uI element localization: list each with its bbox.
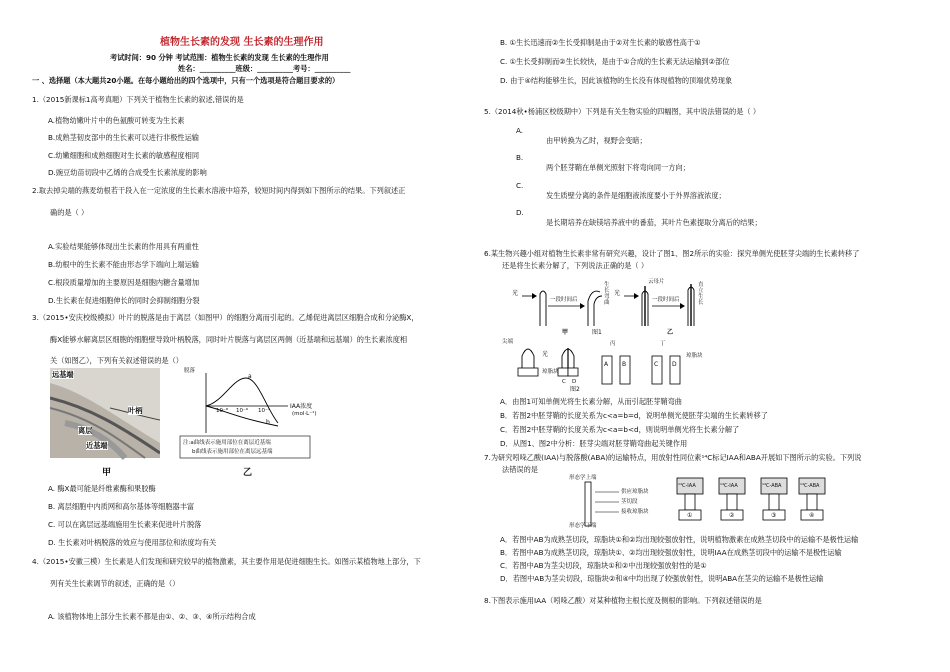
x-axis-unit: (mol·L⁻¹) xyxy=(292,411,317,417)
label-petiole: 叶柄 xyxy=(128,406,143,415)
fig2-b-label: B xyxy=(622,361,627,368)
label-abscission-layer: 离层 xyxy=(78,426,93,435)
q2-option-c: C.根段质量增加的主要原因是细胞内糖含量增加 xyxy=(48,278,200,287)
q4-option-b: B. ①生长迅速而②生长受抑制是由于②对生长素的敏感性高于① xyxy=(500,38,701,47)
q3-stem-line2: 酶X能够水解离层区细胞的细胞壁导致叶柄脱落，同时叶片脱落与离层区两侧（近基端和远基端）的生长素浓度相 xyxy=(50,335,408,344)
fig2-c-label: C xyxy=(654,361,659,368)
exam-info: 考试时间：90 分钟 考试范围：植物生长素的发现 生长素的生理作用 xyxy=(110,53,329,62)
graph-note-2: b曲线表示施用部位在离层远基端 xyxy=(192,449,273,455)
q4-option-d: D. 由于④结构能够生长，因此该植物的生长没有体现植物的顶端优势现象 xyxy=(500,76,733,85)
label-near-end: 近基端 xyxy=(86,441,108,450)
q2-option-b: B.幼根中的生长素不能由形态学下端向上端运输 xyxy=(48,260,199,269)
label-jia: 甲 xyxy=(102,468,112,478)
section-heading: 一 、选择题（本大题共20小题。在每小题给出的四个选项中，只有一个选项是符合题目要求的） xyxy=(32,76,340,85)
q2-option-a: A.实验结果能够体现出生长素的作用具有两重性 xyxy=(48,242,199,251)
fig1-caption: 图1 xyxy=(592,329,602,336)
fig1-mica-label: 云母片 xyxy=(648,279,665,285)
q5-d-label: D. xyxy=(516,208,524,217)
q7-aba-1: ¹⁴C-ABA xyxy=(762,483,782,489)
q7-iaa-1: ¹⁴C-IAA xyxy=(678,483,696,489)
q7-n2: ② xyxy=(729,512,735,519)
q2-option-d: D.生长素在促进细胞伸长的同时会抑制细胞分裂 xyxy=(48,296,200,305)
curve-b-label: b xyxy=(266,419,270,426)
q3-figure-jia xyxy=(50,368,160,463)
curve-a-label: a xyxy=(248,373,252,380)
q7-n4: ④ xyxy=(809,512,815,519)
q6-stem-line1: 6.某生物兴趣小组对植物生长素非常有研究兴趣，设计了图1、图2所示的实验：探究单侧光使胚芽尖端的生长素转移了 xyxy=(484,249,860,258)
q7-stem-line2: 法错误的是 xyxy=(502,465,538,474)
fig1-time-label: 一段时间后 xyxy=(550,297,578,303)
q3-figure-yi xyxy=(178,368,328,460)
fig2-tip-label: 尖端 xyxy=(502,339,514,345)
fig2-bing-label: 丙 xyxy=(610,341,616,347)
name-line: 姓名：__________班级：__________考号：__________ xyxy=(178,64,351,73)
q6-option-b: B．若图2中胚芽鞘的长度关系为c<a=b=d，说明单侧光使胚芽尖端的生长素转移了 xyxy=(500,411,768,420)
fig1-time-label-2: 一段时间后 xyxy=(652,297,680,303)
q5-a-label: A. xyxy=(516,126,524,135)
q5-c-label: C. xyxy=(516,181,524,190)
q3-option-b: B. 离层细胞中内质网和高尔基体等细胞器丰富 xyxy=(48,502,195,511)
q4-stem-line1: 4.（2015•安徽三模）生长素是人们发现和研究较早的植物激素，其主要作用是促进细胞生长。如图示某植物地上部分，下 xyxy=(32,557,421,566)
stem-segment-diagram xyxy=(567,474,827,530)
q4-option-c: C. ①生长受抑制而②生长较快，是由于①合成的生长素无法运输到②部位 xyxy=(500,57,730,66)
q6-stem-line2: 还是将生长素分解了，下列说法正确的是（ ） xyxy=(502,261,649,270)
q3-option-a: A. 酶X最可能是纤维素酶和果胶酶 xyxy=(48,484,156,493)
q5-option-a: 由甲转换为乙时，视野会变暗； xyxy=(546,136,647,145)
tick-2: 10⁻⁶ xyxy=(236,408,249,414)
q7-top-label: 形态学上端 xyxy=(569,475,597,481)
q7-option-d: D．若图中AB为茎尖切段，琼脂块②和④中均出现了较强放射性，说明ABA在茎尖的运输不是极性运输 xyxy=(500,574,824,583)
y-axis-label: 脱落 xyxy=(184,368,196,374)
q1-option-b: B.成熟茎韧皮部中的生长素可以进行非极性运输 xyxy=(48,133,199,142)
q8-stem: 8.下图表示施用IAA（吲哚乙酸）对某种植物主根长度及侧根的影响。下列叙述错误的是 xyxy=(484,596,762,605)
q5-option-c: 发生质壁分离的条件是细胞液浓度要小于外界溶液浓度； xyxy=(546,191,726,200)
q6-figure-1 xyxy=(512,276,712,336)
fig1-straight-label: 直立生长 xyxy=(698,282,704,306)
q5-stem: 5.（2014秋•杨浦区校级期中）下列是有关生物实验的四幅图，其中说法错误的是（ ） xyxy=(484,107,761,116)
q6-option-c: C．若图2中胚芽鞘的长度关系为c<a=b<d，则说明单侧光将生长素分解了 xyxy=(500,425,740,434)
fig2-light-label: 光 xyxy=(542,351,549,358)
fig2-d-box: D xyxy=(572,379,577,385)
q3-option-d: D. 生长素对叶柄脱落的效应与使用部位和浓度均有关 xyxy=(48,538,217,547)
x-axis-label: IAA浓度 xyxy=(290,403,313,410)
q2-stem-line2: 确的是（ ） xyxy=(50,208,89,217)
q6-figure-2 xyxy=(502,338,722,388)
q7-iaa-2: ¹⁴C-IAA xyxy=(720,483,738,489)
fig2-a-label: A xyxy=(604,361,609,368)
q3-option-c: C. 可以在离层远基端施用生长素来促进叶片脱落 xyxy=(48,520,202,529)
q3-stem-line1: 3.（2015•安庆校级模拟）叶片的脱落是由于离层（如图甲）的细胞分离而引起的。乙烯促进离层区细胞合成和分泌酶X， xyxy=(32,313,419,322)
q1-option-d: D.豌豆幼苗切段中乙烯的合成受生长素浓度的影响 xyxy=(48,168,207,177)
q7-figure xyxy=(567,474,827,530)
q7-bottom-label: 形态学下端 xyxy=(569,523,597,529)
fig2-cap-label-2: 琼脂块 xyxy=(686,353,703,359)
q7-option-b: B．若图中AB为成熟茎切段，琼脂块①、②均出现较强放射性，说明IAA在成熟茎切段中的运输不是极性运输 xyxy=(500,548,842,557)
q7-option-c: C．若图中AB为茎尖切段，琼脂块①和②中出现较强放射性的是① xyxy=(500,561,707,570)
fig1-yi-label: 乙 xyxy=(667,329,674,336)
q7-receiver-label: 接收琼脂块 xyxy=(621,509,649,515)
graph-note-1: 注:a曲线表示施用部位在离层近基端 xyxy=(183,440,271,446)
q5-b-label: B. xyxy=(516,153,524,162)
tick-1: 10⁻⁸ xyxy=(216,408,229,414)
fig2-cap-label: 琼脂块 xyxy=(542,369,559,375)
page-title: 植物生长素的发现 生长素的生理作用 xyxy=(160,37,324,48)
q1-option-c: C.幼嫩细胞和成熟细胞对生长素的敏感程度相同 xyxy=(48,151,200,160)
q4-option-a: A. 该植物体地上部分生长素不都是由①、②、③、④所示结构合成 xyxy=(48,612,256,621)
coleoptile-light-diagram xyxy=(512,276,712,336)
label-far-end: 远基端 xyxy=(52,370,74,379)
fig2-d-label: D xyxy=(672,361,677,368)
q6-option-a: A．由图1可知单侧光将生长素分解，从而引起胚芽鞘弯曲 xyxy=(500,397,682,406)
q2-stem-line1: 2.取去掉尖端的燕麦幼根若干段入在一定浓度的生长素水溶液中培养，较短时间内得到如下图所示的结果。下列叙述正 xyxy=(32,186,406,195)
tick-3: 10⁻⁴ xyxy=(258,408,271,414)
q4-stem-line2: 列有关生长素调节的叙述，正确的是（） xyxy=(50,579,180,588)
q1-option-a: A.植物幼嫩叶片中的色氨酸可转变为生长素 xyxy=(48,116,185,125)
label-yi: 乙 xyxy=(243,468,253,478)
q7-stem-label: 茎切段 xyxy=(621,499,638,505)
q3-stem-line3: 关（如图乙），下列有关叙述错误的是（） xyxy=(50,356,183,365)
fig2-ding-label: 丁 xyxy=(660,341,666,347)
q7-stem-line1: 7.为研究吲哚乙酸(IAA)与脱落酸(ABA)的运输特点，用放射性同位素¹⁴C标记IAA和ABA开展如下图所示的实验。下列说 xyxy=(484,453,862,462)
fig1-jia-label: 甲 xyxy=(562,329,569,336)
fig1-bend-label: 生长弯曲 xyxy=(604,282,610,306)
q1-stem: 1.（2015新课标1高考真题）下列关于植物生长素的叙述,错误的是 xyxy=(32,95,244,104)
q5-option-d: 是长期培养在缺镁培养液中的番茄，其叶片色素提取分离后的结果； xyxy=(546,218,762,227)
fig1-light-label-2: 光 xyxy=(614,290,621,297)
q5-option-b: 两个胚芽鞘在单侧光照射下将弯向同一方向； xyxy=(546,163,690,172)
fig2-c-box: C xyxy=(562,379,566,385)
fig2-caption: 图2 xyxy=(570,386,580,393)
q7-aba-2: ¹⁴C-ABA xyxy=(800,483,820,489)
q7-donor-label: 供应琼脂块 xyxy=(621,489,649,495)
q7-option-a: A．若图中AB为成熟茎切段，琼脂块①和②均出现较强放射性，说明植物激素在成熟茎切段中的运输不是极性运输 xyxy=(500,535,859,544)
fig1-light-label: 光 xyxy=(512,290,519,297)
q7-n1: ① xyxy=(687,512,693,519)
q7-n3: ③ xyxy=(771,512,777,519)
q6-option-d: D．从图1、图2中分析：胚芽尖端对胚芽鞘弯曲起关键作用 xyxy=(500,439,688,448)
